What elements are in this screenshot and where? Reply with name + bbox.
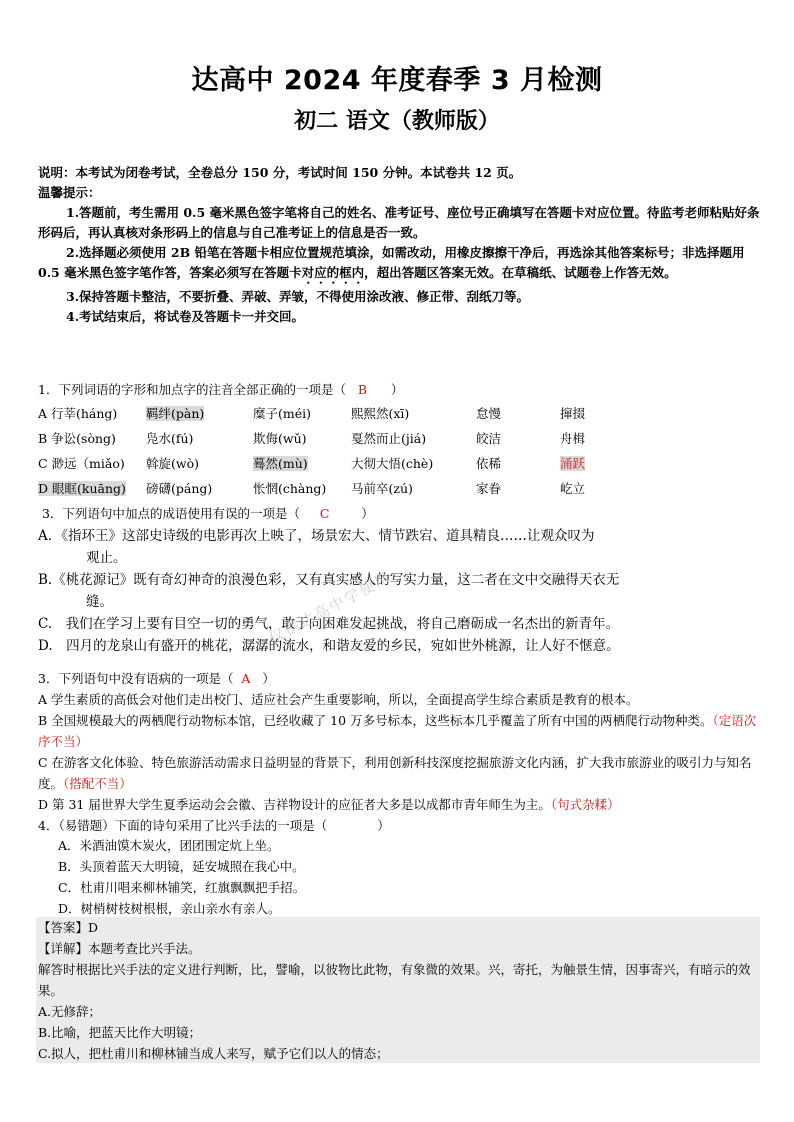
q1-cell: 熙熙然(xī)	[351, 405, 410, 421]
explanation-line: 解答时根据比兴手法的定义进行判断，比，譬喻，以彼物比此物，有象微的效果。兴，寄托，为触景生情，因事寄兴，有暗示的效果。	[38, 962, 751, 998]
tip-2-part-a: 2.选择题必须使用 2B 铅笔在答题卡相应位置规范填涂，如需改动，用橡皮擦擦干净后，再选涂其他答案标号；非选择题用 0.5 毫米黑色签字笔作答，答案必须写在答题卡	[38, 245, 745, 280]
q1-cell: 凫水(fú)	[146, 430, 194, 446]
q3-grammar-stem	[38, 668, 760, 689]
q1-cell: 撺掇	[560, 405, 586, 421]
answer-line: 【答案】D	[38, 920, 99, 935]
q1-cell: 欺侮(wǔ)	[253, 430, 307, 446]
q3-grammar-block	[38, 668, 760, 836]
q1-cell: 皎洁	[476, 430, 502, 446]
explanation-c: C.拟人，把杜甫川和柳林铺当成人来写，赋予它们以人的情态；	[38, 1046, 389, 1061]
exam-title: 达高中 2024 年度春季 3 月检测	[191, 65, 603, 96]
q1-option-row-d	[38, 475, 620, 500]
q1-cell: A 行莘(háng)	[38, 405, 118, 421]
q1-answer: B	[357, 382, 368, 397]
q3-idiom-option-a: A．《指环王》这部史诗级的电影再次上映了，场景宏大、情节跌宕、道具精良……让观众叹为	[38, 528, 595, 544]
tips-label: 温馨提示：	[38, 185, 101, 200]
q3-idiom-answer: C	[319, 506, 330, 521]
q1-cell: 戛然而止(jiá)	[351, 430, 427, 446]
q1-cell	[146, 400, 253, 425]
q1-cell: 斡旋(wò)	[146, 455, 199, 471]
q3-grammar-option-b-text: B 全国规模最大的两栖爬行动物标本馆，已经收藏了 10 万多号标本，这些标本几乎覆盖了所有中国的两栖爬行动物种类。	[38, 713, 713, 728]
exam-note: 说明：本考试为闭卷考试，全卷总分 150 分，考试时间 150 分钟。本试卷共 12 页。	[38, 165, 522, 180]
q3-idiom-option-d: D. 四月的龙泉山有盛开的桃花，潺潺的流水，和谐友爱的乡民，宛如世外桃源，让人好不惬意。	[38, 638, 620, 654]
q1-cell: 糜子(méi)	[253, 405, 312, 421]
q1-cell: 依稀	[476, 455, 502, 471]
explanation-a: A.无修辞；	[38, 1004, 102, 1019]
q1-option-row-c	[38, 450, 620, 475]
watermark: 仅供达高中学使用	[265, 567, 395, 648]
q3-grammar-answer: A	[241, 671, 251, 686]
q3-idiom-stem	[38, 503, 760, 525]
q1-cell: 家眷	[476, 480, 502, 496]
q3-idiom-option-b-cont: 缝。	[86, 594, 113, 610]
q3-grammar-option-b-note: （定语次序不当）	[38, 713, 757, 749]
q4-stem: 4．（易错题）下面的诗句采用了比兴手法的一项是（ ）	[38, 818, 390, 833]
q3-grammar-option-d	[38, 794, 760, 815]
explanation-b: B.比喻，把蓝天比作大明镜；	[38, 1025, 202, 1040]
q1-highlight: 涌跃	[560, 455, 586, 471]
q3-grammar-option-c-text: C 在游客文化体验、特色旅游活动需求日益明显的背景下，利用创新科技深度挖掘旅游文化内涵，扩大我市旅游业的吸引力与知名度。	[38, 755, 752, 791]
q3-idiom-option-c: C. 我们在学习上要有目空一切的勇气，敢于向困难发起挑战，将自己磨砺成一名杰出的新青年。	[38, 616, 620, 632]
q1-highlight: 羁绊(pàn)	[146, 405, 205, 421]
q3-grammar-option-c-note: （搭配不当）	[63, 776, 132, 791]
tip-2-emphasis: 对应的框内	[301, 265, 365, 280]
q1-cell	[253, 450, 351, 475]
q1-cell	[560, 450, 620, 475]
exam-subtitle: 初二 语文（教师版）	[294, 109, 500, 134]
q3-idiom-option-a-cont: 观止。	[86, 550, 127, 566]
q1-highlight: 蓦然(mù)	[253, 455, 308, 471]
q1-cell: B 争讼(sòng)	[38, 430, 116, 446]
tip-1: 1.答题前，考生需用 0.5 毫米黑色签字笔将自己的姓名、准考证号、座位号正确填写在答题卡对应位置。待监考老师粘贴好条形码后，再认真核对条形码上的信息与自己准考证上的信息是否一致。	[38, 205, 760, 240]
tip-4: 4.考试结束后，将试卷及答题卡一并交回。	[66, 309, 305, 324]
q4-option-b: B．头顶着蓝天大明镜，延安城照在我心中。	[58, 859, 305, 874]
q4-option-c: C．杜甫川唱来柳林铺笑，红旗飘飘把手招。	[58, 880, 306, 895]
q3-idiom-option-b: B.《桃花源记》既有奇幻神奇的浪漫色彩，又有真实感人的写实力量，这二者在文中交融得天衣无	[38, 572, 620, 588]
q3-grammar-option-d-note: （句式杂糅）	[550, 797, 620, 812]
q1-stem-close: ）	[390, 382, 404, 397]
instructions	[38, 163, 760, 327]
q1-cell: 舟楫	[560, 430, 586, 446]
q1-option-row-b	[38, 425, 620, 450]
q1-cell: 怠慢	[476, 405, 502, 421]
q3-grammar-stem-close: ）	[262, 671, 275, 686]
q1-cell: 马前卒(zú)	[351, 480, 413, 496]
q3-grammar-option-d-text: D 第 31 届世界大学生夏季运动会会徽、吉祥物设计的应征者大多是以成都市青年师生为主。	[38, 797, 551, 812]
q1-cell: 怅惘(chàng)	[253, 480, 327, 496]
q1-options-table	[38, 400, 620, 500]
q3-grammar-option-a: A 学生素质的高低会对他们走出校门、适应社会产生重要影响，所以，全面提高学生综合素质是教育的根本。	[38, 692, 639, 707]
tip-2	[38, 243, 760, 287]
q1-stem-text: 1．下列词语的字形和加点字的注音全部正确的一项是（	[38, 382, 346, 397]
q4-options	[58, 835, 305, 919]
q3-idiom-block	[38, 503, 760, 657]
q1-cell: 磅礴(páng)	[146, 480, 213, 496]
q1-cell: 大彻大悟(chè)	[351, 455, 434, 471]
q3-grammar-option-b	[38, 710, 760, 752]
q3-grammar-option-c	[38, 752, 760, 794]
q1-highlight: D 眼眶(kuāng)	[38, 480, 126, 496]
q3-grammar-stem-text: 3．下列语句中没有语病的一项是（	[38, 671, 234, 686]
tip-2-part-b: ，超出答题区答案无效。在草稿纸、试题卷上作答无效。	[364, 265, 677, 280]
answer-box	[38, 917, 758, 1064]
q1-option-row-a	[38, 400, 620, 425]
q1-cell	[38, 475, 146, 500]
q4-option-a: A．米酒油馍木炭火，团团围定炕上坐。	[58, 838, 280, 853]
tip-3: 3.保持答题卡整洁，不要折叠、弄破、弄皱，不得使用涂改液、修正带、刮纸刀等。	[66, 289, 530, 304]
q3-idiom-stem-text: 3．下列语句中加点的成语使用有误的一项是（	[41, 506, 300, 521]
q3-idiom-stem-close: ）	[361, 506, 374, 521]
q1-cell: 屹立	[560, 480, 586, 496]
q1-stem	[38, 380, 760, 400]
q1-cell: C 渺远（miǎo)	[38, 455, 125, 471]
detail-line: 【详解】本题考查比兴手法。	[38, 941, 201, 956]
q4-option-d: D．树梢树枝树根根，亲山亲水有亲人。	[58, 901, 281, 916]
